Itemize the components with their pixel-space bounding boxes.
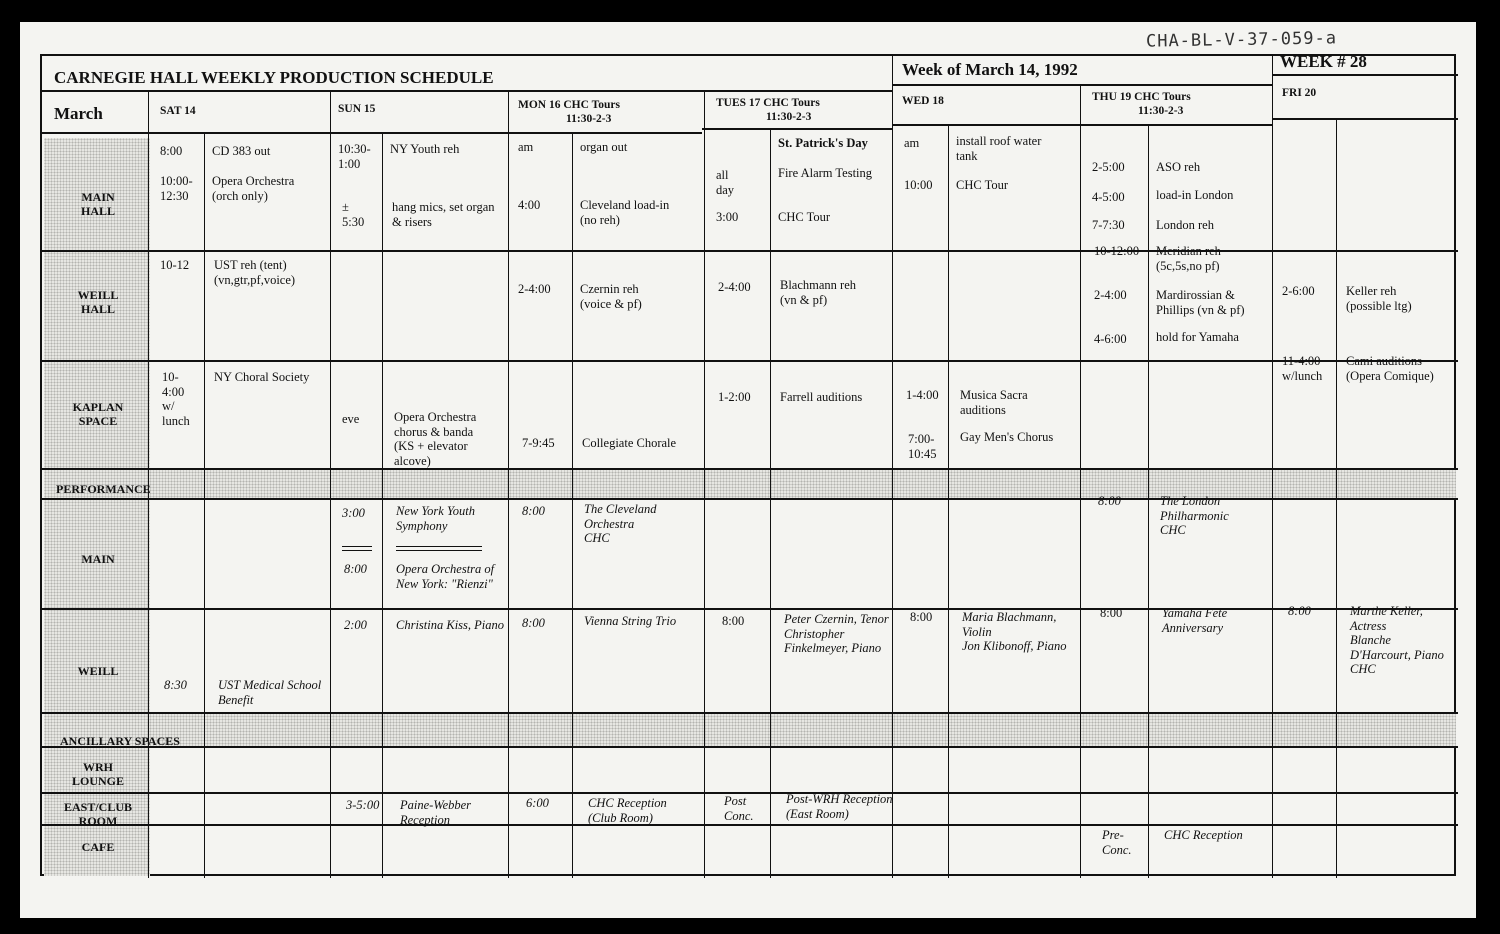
col-divider-wed-thu xyxy=(1080,84,1081,878)
cell-event: Czernin reh (voice & pf) xyxy=(580,282,642,311)
row-label-weill-hall: WEILL HALL xyxy=(77,288,119,316)
cell-event: Mardirossian & Phillips (vn & pf) xyxy=(1156,288,1245,317)
cell-event: Christina Kiss, Piano xyxy=(396,618,505,632)
row-label-cafe: CAFE xyxy=(81,840,115,854)
schedule-grid xyxy=(40,54,1456,876)
cell-time: 8:00 xyxy=(344,562,367,576)
cell-event: CHC Tour xyxy=(956,178,1009,192)
performance-band-shading xyxy=(44,468,1456,498)
day-header-tue: TUES 17 CHC Tours xyxy=(716,97,820,109)
rule-weill-kaplan xyxy=(42,360,1458,362)
rule-perfmain-perfweill xyxy=(42,608,1458,610)
month-label: March xyxy=(54,104,103,123)
cell-time: 3:00 xyxy=(342,506,365,520)
cell-time: 8:00 xyxy=(522,504,545,518)
cell-time: 8:00 xyxy=(160,144,183,158)
cell-time: all day xyxy=(716,168,735,197)
section-label-ancillary: ANCILLARY SPACES xyxy=(60,734,180,748)
cell-time: 10:00- 12:30 xyxy=(160,174,193,203)
cell-event: UST Medical School Benefit xyxy=(218,678,322,707)
cell-time: Pre- Conc. xyxy=(1102,828,1132,857)
cell-time: 3:00 xyxy=(716,210,739,224)
day-header-tue-sub: 11:30-2-3 xyxy=(766,111,812,123)
title-rule xyxy=(42,90,892,92)
time-divider-tue xyxy=(770,128,771,878)
day-rule-tue xyxy=(702,128,892,130)
cell-event: Maria Blachmann, Violin Jon Klibonoff, Piano xyxy=(962,610,1067,653)
rule-ancillary-band xyxy=(42,746,1458,748)
col-divider-thu-fri xyxy=(1272,56,1273,878)
cell-event: Opera Orchestra (orch only) xyxy=(212,174,295,203)
cell-event: Yamaha Fete Anniversary xyxy=(1162,606,1228,635)
rule-perfweill-ancillary xyxy=(42,712,1458,714)
time-divider-fri xyxy=(1336,118,1337,878)
cell-time: 7-7:30 xyxy=(1092,218,1125,232)
cell-event: hold for Yamaha xyxy=(1156,330,1239,344)
row-label-wrh-lounge: WRH LOUNGE xyxy=(71,760,124,788)
day-header-mon: MON 16 CHC Tours xyxy=(518,99,620,111)
cell-event: load-in London xyxy=(1156,188,1234,202)
cell-time: 2:00 xyxy=(344,618,367,632)
cell-time: 2-6:00 xyxy=(1282,284,1315,298)
cell-event: Vienna String Trio xyxy=(584,614,677,628)
row-label-perf-weill: WEILL xyxy=(77,664,119,678)
cell-event: Opera Orchestra of New York: "Rienzi" xyxy=(396,562,495,591)
cell-time: 11-4:00 w/lunch xyxy=(1282,354,1323,383)
cell-time: 8:00 xyxy=(910,610,933,624)
time-divider-thu xyxy=(1148,124,1149,878)
cell-time: 8:00 xyxy=(722,614,745,628)
col-divider-sun-mon xyxy=(508,92,509,878)
separator-sun-perf-time-2 xyxy=(342,550,372,551)
row-label-main-hall: MAIN HALL xyxy=(80,190,115,218)
header-rule-wed-thu xyxy=(892,84,1272,86)
cell-time: eve xyxy=(342,412,360,426)
cell-event: Gay Men's Chorus xyxy=(960,430,1054,444)
cell-time: 3-5:00 xyxy=(346,798,380,812)
cell-event: The London Philharmonic CHC xyxy=(1160,494,1229,537)
row-label-perf-main: MAIN xyxy=(81,552,115,566)
day-header-thu: THU 19 CHC Tours xyxy=(1092,91,1191,103)
time-divider-sat xyxy=(204,132,205,878)
day-rule-fri xyxy=(1272,118,1458,120)
cell-time: 2-4:00 xyxy=(718,280,751,294)
cell-event: hang mics, set organ & risers xyxy=(392,200,495,229)
cell-event: organ out xyxy=(580,140,628,154)
cell-event: Cami auditions (Opera Comique) xyxy=(1346,354,1434,383)
cell-event: NY Youth reh xyxy=(390,142,460,156)
week-of: Week of March 14, 1992 xyxy=(902,60,1078,79)
cell-event: install roof water tank xyxy=(956,134,1042,163)
ancillary-band-shading xyxy=(44,712,1456,746)
col-divider-sat-sun xyxy=(330,92,331,878)
separator-sun-perf-event xyxy=(396,546,482,547)
cell-event: UST reh (tent) (vn,gtr,pf,voice) xyxy=(214,258,296,287)
day-rule-wed-thu xyxy=(892,124,1272,126)
cell-time: 6:00 xyxy=(526,796,549,810)
section-label-performance: PERFORMANCE xyxy=(56,482,151,496)
cell-time: Post Conc. xyxy=(724,794,754,823)
time-divider-wed xyxy=(948,124,949,878)
cell-time: 4-5:00 xyxy=(1092,190,1125,204)
rule-main-weill xyxy=(42,250,1458,252)
separator-sun-perf-time xyxy=(342,546,372,547)
archive-reference-handwriting: CHA-BL-V-37-059-a xyxy=(1145,28,1338,52)
day-header-mon-sub: 11:30-2-3 xyxy=(566,113,612,125)
cell-time: 8:00 xyxy=(522,616,545,630)
cell-time: 1-4:00 xyxy=(906,388,939,402)
cell-time: 7-9:45 xyxy=(522,436,555,450)
time-divider-mon xyxy=(572,132,573,878)
cell-event: Farrell auditions xyxy=(780,390,863,404)
cell-time: 7:00- 10:45 xyxy=(908,432,937,461)
cell-time: 8:30 xyxy=(164,678,187,692)
cell-event: CHC Reception xyxy=(1164,828,1243,842)
cell-time: 10:00 xyxy=(904,178,933,192)
cell-event: CD 383 out xyxy=(212,144,271,158)
col-divider-tue-wed xyxy=(892,56,893,878)
cell-event: Paine-Webber Reception xyxy=(400,798,472,827)
row-label-shading-performance xyxy=(44,498,150,712)
cell-event: Musica Sacra auditions xyxy=(960,388,1028,417)
cell-time: 10-12:00 xyxy=(1094,244,1140,258)
cell-event: Marthe Keller, Actress Blanche D'Harcourt, Piano CHC xyxy=(1350,604,1444,676)
cell-event: Cleveland load-in (no reh) xyxy=(580,198,670,227)
day-header-fri: FRI 20 xyxy=(1282,87,1317,99)
cell-time: am xyxy=(518,140,534,154)
cell-time: 2-4:00 xyxy=(1094,288,1127,302)
rule-east-cafe xyxy=(42,824,1458,826)
cell-time: 10:30- 1:00 xyxy=(338,142,371,171)
cell-event: Collegiate Chorale xyxy=(582,436,677,450)
cell-event: CHC Reception (Club Room) xyxy=(588,796,667,825)
cell-time: 8:00 xyxy=(1098,494,1121,508)
cell-time: am xyxy=(904,136,920,150)
rule-kaplan-performance xyxy=(42,468,1458,470)
cell-event: Fire Alarm Testing xyxy=(778,166,873,180)
week-number: WEEK # 28 xyxy=(1280,52,1367,71)
cell-event: CHC Tour xyxy=(778,210,831,224)
cell-event: NY Choral Society xyxy=(214,370,310,384)
cell-event: London reh xyxy=(1156,218,1214,232)
cell-time: 10- 4:00 w/ lunch xyxy=(162,370,190,428)
row-label-kaplan: KAPLAN SPACE xyxy=(72,400,124,428)
cell-time: 4-6:00 xyxy=(1094,332,1127,346)
cell-event: Blachmann reh (vn & pf) xyxy=(780,278,857,307)
day-header-sat: SAT 14 xyxy=(160,105,196,117)
cell-time: 10-12 xyxy=(160,258,190,272)
day-header-sun: SUN 15 xyxy=(338,103,376,115)
row-label-east-club: EAST/CLUB ROOM xyxy=(63,800,133,828)
day-header-wed: WED 18 xyxy=(902,95,944,107)
schedule-title: CARNEGIE HALL WEEKLY PRODUCTION SCHEDULE xyxy=(54,68,494,87)
rule-performance-band xyxy=(42,498,1458,500)
cell-time: 4:00 xyxy=(518,198,541,212)
cell-time: 2-5:00 xyxy=(1092,160,1125,174)
cell-event: Keller reh (possible ltg) xyxy=(1346,284,1412,313)
cell-event: The Cleveland Orchestra CHC xyxy=(584,502,657,545)
holiday-note: St. Patrick's Day xyxy=(778,136,868,150)
cell-time: 2-4:00 xyxy=(518,282,551,296)
cell-time: ± 5:30 xyxy=(342,200,365,229)
header-rule-fri xyxy=(1272,74,1458,76)
cell-event: ASO reh xyxy=(1156,160,1201,174)
cell-time: 8:00 xyxy=(1288,604,1311,618)
cell-event: New York Youth Symphony xyxy=(396,504,475,533)
cell-time: 8:00 xyxy=(1100,606,1123,620)
cell-event: Opera Orchestra chorus & banda (KS + elevator alcove) xyxy=(394,410,477,468)
separator-sun-perf-event-2 xyxy=(396,550,482,551)
day-rule-sat-mon xyxy=(42,132,702,134)
cell-event: Peter Czernin, Tenor Christopher Finkelmeyer, Piano xyxy=(784,612,889,655)
cell-event: Meridian reh (5c,5s,no pf) xyxy=(1156,244,1221,273)
day-header-thu-sub: 11:30-2-3 xyxy=(1138,105,1184,117)
col-divider-mon-tue xyxy=(704,92,705,878)
cell-event: Post-WRH Reception (East Room) xyxy=(786,792,893,821)
time-divider-sun xyxy=(382,132,383,878)
cell-time: 1-2:00 xyxy=(718,390,751,404)
